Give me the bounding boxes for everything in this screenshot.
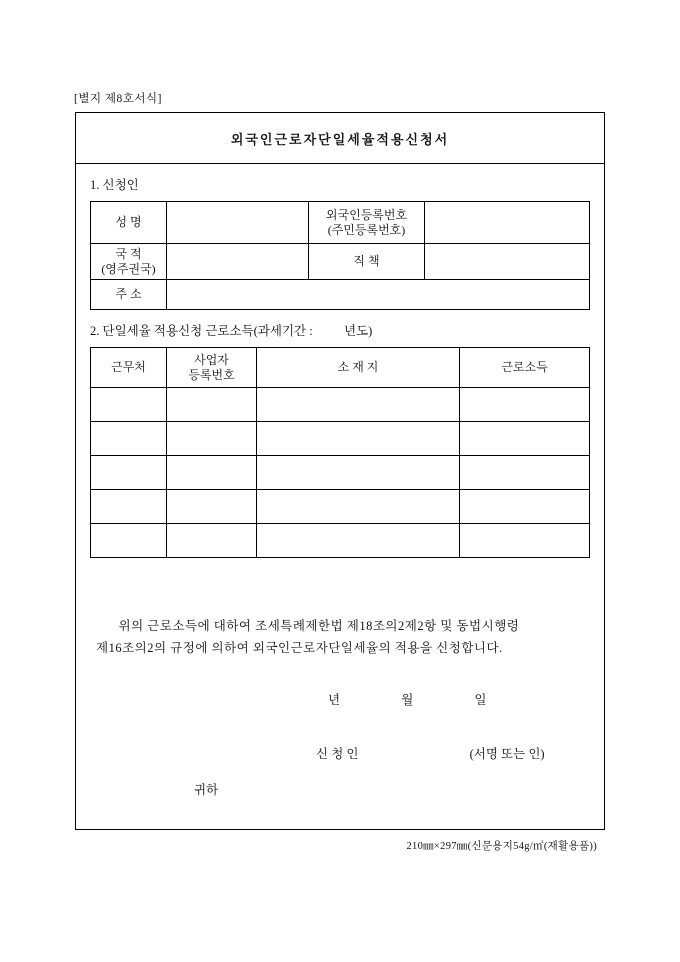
title-divider — [76, 163, 604, 164]
income-cell — [257, 490, 460, 524]
income-cell — [91, 456, 167, 490]
income-cell — [91, 422, 167, 456]
position-field — [425, 244, 590, 280]
income-cell — [460, 456, 590, 490]
income-row — [91, 456, 590, 490]
nationality-label: 국 적 (영주권국) — [91, 244, 167, 280]
section1-heading: 1. 신청인 — [90, 178, 139, 192]
section2-heading: 2. 단일세율 적용신청 근로소득(과세기간 : 년도) — [90, 324, 373, 338]
income-cell — [91, 388, 167, 422]
table-row — [91, 202, 590, 244]
income-table — [90, 347, 590, 558]
income-cell — [460, 388, 590, 422]
income-cell — [167, 456, 257, 490]
workplace-header: 근무처 — [91, 348, 167, 388]
foreign-reg-field — [425, 202, 590, 244]
applicant-line — [316, 744, 604, 762]
nationality-field — [167, 244, 309, 280]
income-cell — [460, 422, 590, 456]
income-cell — [257, 422, 460, 456]
income-cell — [257, 456, 460, 490]
income-cell — [167, 490, 257, 524]
month-label: 월 — [401, 692, 414, 707]
income-cell — [167, 422, 257, 456]
income-header: 근로소득 — [460, 348, 590, 388]
income-row — [91, 388, 590, 422]
table-row — [91, 244, 590, 280]
income-row — [91, 524, 590, 558]
form-title: 외국인근로자단일세율적용신청서 — [230, 132, 450, 147]
year-label: 년 — [328, 692, 341, 707]
income-cell — [257, 388, 460, 422]
name-label: 성 명 — [91, 202, 167, 244]
applicant-label: 신 청 인 — [316, 746, 359, 761]
date-line — [328, 690, 604, 708]
income-cell — [91, 524, 167, 558]
income-cell — [167, 524, 257, 558]
income-cell — [460, 524, 590, 558]
location-header: 소 재 지 — [257, 348, 460, 388]
form-border-box — [75, 112, 605, 830]
income-cell — [91, 490, 167, 524]
income-cell — [460, 490, 590, 524]
income-cell — [167, 388, 257, 422]
address-field — [167, 280, 590, 310]
name-field — [167, 202, 309, 244]
income-row — [91, 422, 590, 456]
income-table-header-row — [91, 348, 590, 388]
income-row — [91, 490, 590, 524]
signature-note: (서명 또는 인) — [469, 746, 545, 761]
form-reference: [별지 제8호서식] — [74, 93, 162, 105]
recipient-label: 귀하 — [194, 782, 219, 797]
position-label: 직 책 — [309, 244, 425, 280]
table-row — [91, 280, 590, 310]
declaration-text: 위의 근로소득에 대하여 조세특례제한법 제18조의2제2항 및 동법시행령 제16조의2의 규정에 의하여 외국인근로자단일세율의 적용을 신청합니다. — [96, 619, 520, 655]
paper-spec: 210㎜×297㎜(신문용지54g/㎡(재활용품)) — [406, 841, 597, 852]
applicant-table — [90, 201, 590, 310]
address-label: 주 소 — [91, 280, 167, 310]
business-reg-header: 사업자 등록번호 — [167, 348, 257, 388]
day-label: 일 — [474, 692, 487, 707]
income-cell — [257, 524, 460, 558]
income-table-body — [91, 388, 590, 558]
foreign-reg-label: 외국인등록번호 (주민등록번호) — [309, 202, 425, 244]
